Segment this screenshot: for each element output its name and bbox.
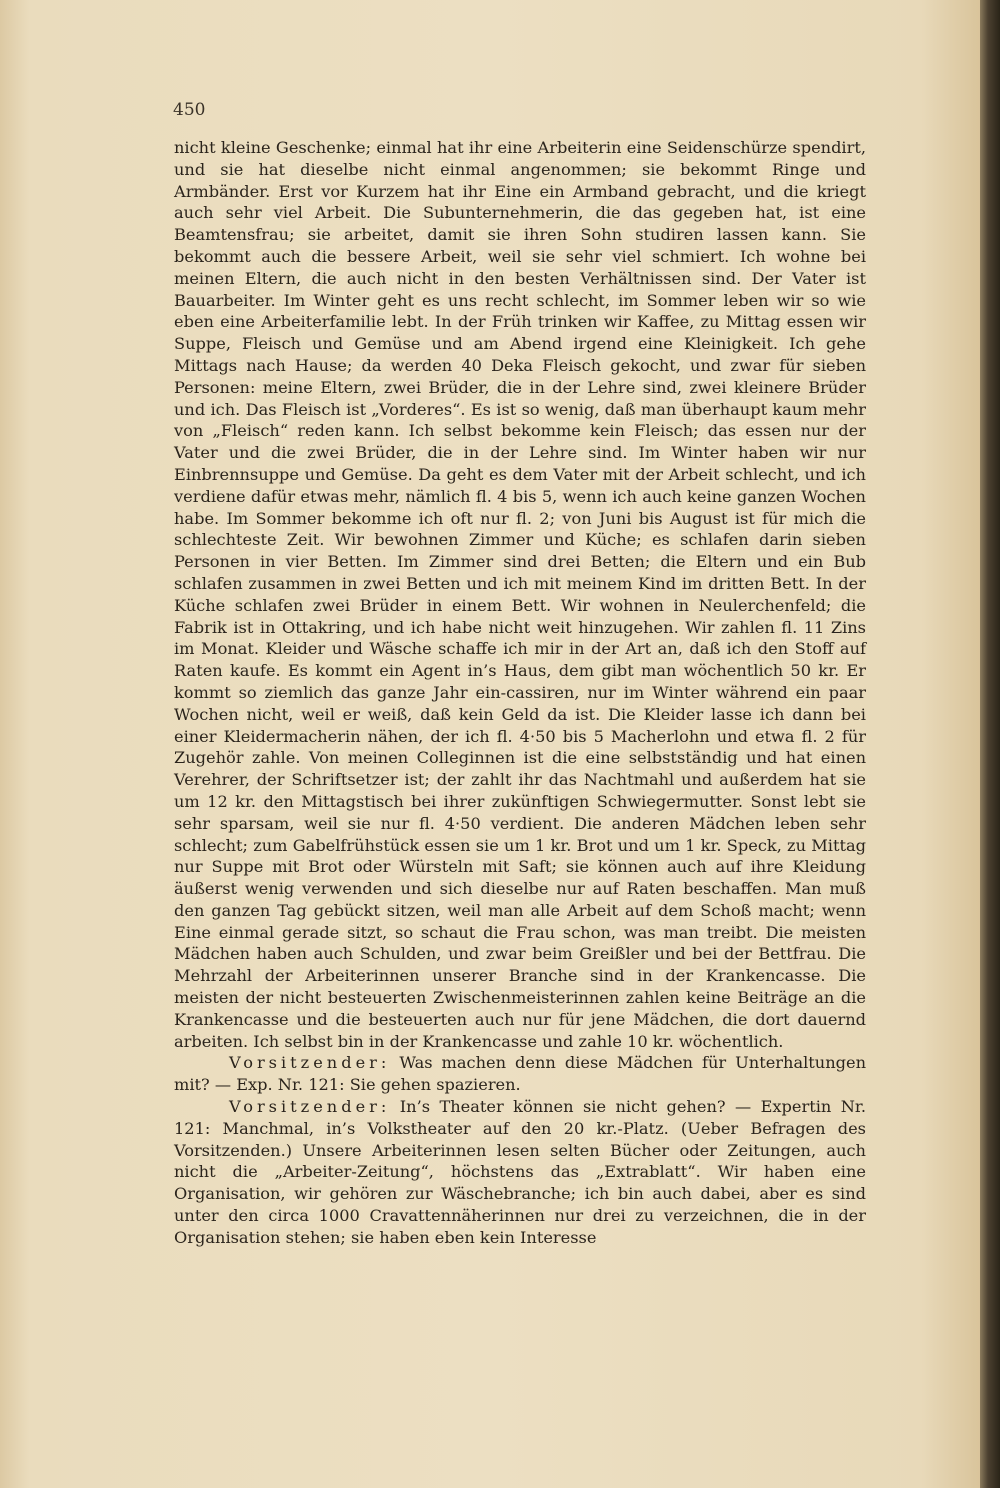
paragraph-text: Was machen denn diese Mädchen für Unterhaltungen mit? — Exp. Nr. 121: Sie gehen spazieren. [174,1053,866,1095]
body-text [174,137,866,1249]
paragraph-text: In’s Theater können sie nicht gehen? — Expertin Nr. 121: Manchmal, in’s Volkstheater auf den 20 kr.-Platz. (Ueber Befragen des Vorsitzenden.) Unsere Arbeiterinnen lesen selten Bücher oder Zeitungen, auch nicht die „Arbeiter-Zeitung“, höchstens das „Extrablatt“. Wir haben eine Organisation, wir gehören zur Wäschebranche; ich bin auch dabei, aber es sind unter den circa 1000 Cravattennäherinnen nur drei zu verzeichnen, die in der Organisation stehen; sie haben eben kein Interesse [174,1097,866,1247]
paragraph-testimony [174,137,866,1052]
paragraph-question-theater [174,1096,866,1249]
speaker-label: Vorsitzender: [229,1097,391,1117]
paragraph-text: nicht kleine Geschenke; einmal hat ihr eine Arbeiterin eine Seidenschürze spendirt, und sie hat dieselbe nicht einmal angenommen; sie bekommt Ringe und Armbänder. Erst vor Kurzem hat ihr Eine ein Armband gebracht, und die kriegt auch sehr viel Arbeit. Die Subunternehmerin, die das gegeben hat, ist eine Beamtensfrau; sie arbeitet, damit sie ihren Sohn studiren lassen kann. Sie bekommt auch die bessere Arbeit, weil sie sehr viel schmiert. Ich wohne bei meinen Eltern, die auch nicht in den besten Verhältnissen sind. Der Vater ist Bauarbeiter. Im Winter geht es uns recht schlecht, im Sommer leben wir so wie eben eine Arbeiterfamilie lebt. In der Früh trinken wir Kaffee, zu Mittag essen wir Suppe, Fleisch und Gemüse und am Abend irgend eine Kleinigkeit. Ich gehe Mittags nach Hause; da werden 40 Deka Fleisch gekocht, und zwar für sieben Personen: meine Eltern, zwei Brüder, die in der Lehre sind, zwei kleinere Brüder und ich. Das Fleisch ist „Vorderes“. Es ist so wenig, daß man überhaupt kaum mehr von „Fleisch“ reden kann. Ich selbst bekomme kein Fleisch; das essen nur der Vater und die zwei Brüder, die in der Lehre sind. Im Winter haben wir nur Einbrennsuppe und Gemüse. Da geht es dem Vater mit der Arbeit schlecht, und ich verdiene dafür etwas mehr, nämlich fl. 4 bis 5, wenn ich auch keine ganzen Wochen habe. Im Sommer bekomme ich oft nur fl. 2; von Juni bis August ist für mich die schlechteste Zeit. Wir bewohnen Zimmer und Küche; es schlafen darin sieben Personen in vier Betten. Im Zimmer sind drei Betten; die Eltern und ein Bub schlafen zusammen in zwei Betten und ich mit meinem Kind im dritten Bett. In der Küche schlafen zwei Brüder in einem Bett. Wir wohnen in Neulerchenfeld; die Fabrik ist in Ottakring, und ich habe nicht weit hinzugehen. Wir zahlen fl. 11 Zins im Monat. Kleider und Wäsche schaffe ich mir in der Art an, daß ich den Stoff auf Raten kaufe. Es kommt ein Agent in’s Haus, dem gibt man wöchentlich 50 kr. Er kommt so ziemlich das ganze Jahr ein-cassiren, nur im Winter während ein paar Wochen nicht, weil er weiß, daß kein Geld da ist. Die Kleider lasse ich dann bei einer Kleidermacherin nähen, der ich fl. 4·50 bis 5 Macherlohn und etwa fl. 2 für Zugehör zahle. Von meinen Colleginnen ist die eine selbstständig und hat einen Verehrer, der Schriftsetzer ist; der zahlt ihr das Nachtmahl und außerdem hat sie um 12 kr. den Mittagstisch bei ihrer zukünftigen Schwiegermutter. Sonst lebt sie sehr sparsam, weil sie nur fl. 4·50 verdient. Die anderen Mädchen leben sehr schlecht; zum Gabelfrühstück essen sie um 1 kr. Brot und um 1 kr. Speck, zu Mittag nur Suppe mit Brot oder Würsteln mit Saft; sie können auch auf ihre Kleidung äußerst wenig verwenden und sich dieselbe nur auf Raten beschaffen. Man muß den ganzen Tag gebückt sitzen, weil man alle Arbeit auf dem Schoß macht; wenn Eine einmal gerade sitzt, so schaut die Frau schon, was man treibt. Die meisten Mädchen haben auch Schulden, und zwar beim Greißler und bei der Bettfrau. Die Mehrzahl der Arbeiterinnen unserer Branche sind in der Krankencasse. Die meisten der nicht besteuerten Zwischenmeisterinnen zahlen keine Beiträge an die Krankencasse und die besteuerten auch nur für jene Mädchen, die dort dauernd arbeiten. Ich selbst bin in der Krankencasse und zahle 10 kr. wöchentlich. [174,138,866,1051]
book-binding-edge [980,0,1000,1488]
speaker-label: Vorsitzender: [229,1053,391,1073]
page-number: 450 [173,100,206,120]
paragraph-question-entertainment [174,1052,866,1096]
